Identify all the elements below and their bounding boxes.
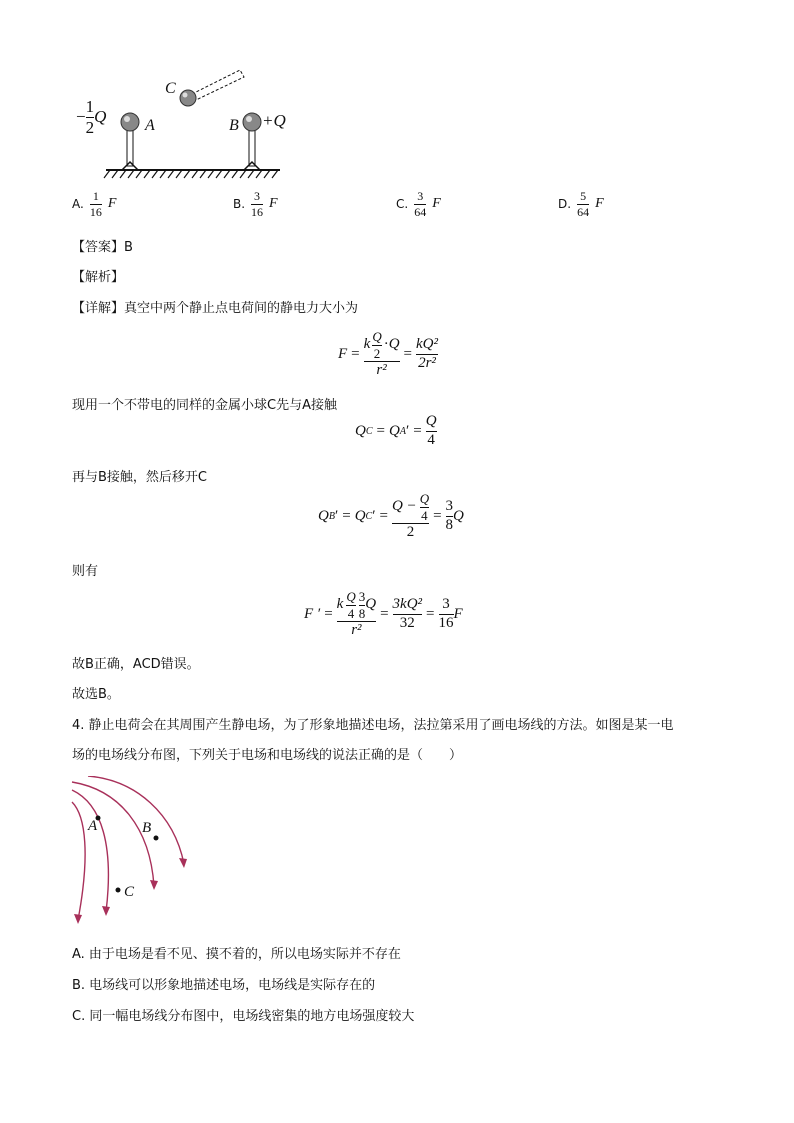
option-b: B. $\frac{3}{16}$ F [233, 189, 278, 219]
q4-option-c: C. 同一幅电场线分布图中，电场线密集的地方电场强度较大 [72, 1009, 415, 1024]
label-plus-q: +Q [262, 111, 286, 130]
charge-a-label: − $\frac{1}{2}$ Q [76, 97, 107, 137]
answer-line: 【答案】B [72, 240, 133, 255]
equation-4: F ′ = k $\frac{Q}{4}$ $\frac{3}{8}$ Q r² = $\frac{\text{3kQ²}}{32}$ = $\frac{3}{16}$ F [304, 589, 463, 639]
stand-a [121, 113, 139, 170]
stand-b [243, 113, 261, 170]
label-b: B [229, 117, 239, 134]
label-c: C [165, 80, 176, 97]
q4-option-b: B. 电场线可以形象地描述电场，电场线是实际存在的 [72, 978, 376, 993]
text-line-5: 故B正确，ACD错误。 [72, 657, 200, 672]
point-a-label: A [88, 818, 98, 834]
equation-1: F = k $\frac{Q}{2}$ · Q r² = $\frac{\text{kQ²}}{\text{2r²}}$ [338, 329, 439, 379]
text-line-2: 现用一个不带电的同样的金属小球C先与A接触 [72, 398, 337, 413]
ground-hatch [104, 170, 278, 178]
field-line-1 [72, 802, 85, 920]
point-c-label: C [124, 884, 135, 900]
question-4-line-1: 4. 静止电荷会在其周围产生静电场，为了形象地描述电场，法拉第采用了画电场线的方法。如图是某一电 [72, 718, 674, 733]
equation-2: Q C = Q A ′ = $\frac{Q}{4}$ [355, 413, 437, 448]
minus-sign: − [76, 107, 86, 127]
analysis-label: 【解析】 [72, 270, 125, 285]
point-b-label: B [142, 820, 152, 836]
text-line-4: 则有 [72, 564, 99, 579]
option-c: C. $\frac{3}{64}$ F [396, 189, 441, 219]
point-c [116, 888, 121, 893]
ball-c [180, 70, 244, 106]
text-line-6: 故选B。 [72, 687, 120, 702]
option-a: A. $\frac{1}{16}$ F [72, 189, 117, 219]
half-fraction: $\frac{1}{2}$ [85, 97, 95, 137]
label-a: A [145, 117, 155, 134]
detail-line: 【详解】真空中两个静止点电荷间的静电力大小为 [72, 301, 359, 316]
option-d: D. $\frac{5}{64}$ F [558, 189, 604, 219]
equation-3: Q B ′ = Q C ′ = Q − $\frac{Q}{4}$ 2 = $\frac{3}{8}$ Q [318, 491, 464, 541]
field-line-4 [88, 776, 184, 864]
question-4-line-2: 场的电场线分布图，下列关于电场和电场线的说法正确的是（ ） [72, 748, 463, 763]
q4-option-a: A. 由于电场是看不见、摸不着的，所以电场实际并不存在 [72, 947, 401, 962]
figure-field-lines [66, 776, 196, 926]
text-line-3: 再与B接触，然后移开C [72, 470, 207, 485]
point-b [154, 836, 159, 841]
